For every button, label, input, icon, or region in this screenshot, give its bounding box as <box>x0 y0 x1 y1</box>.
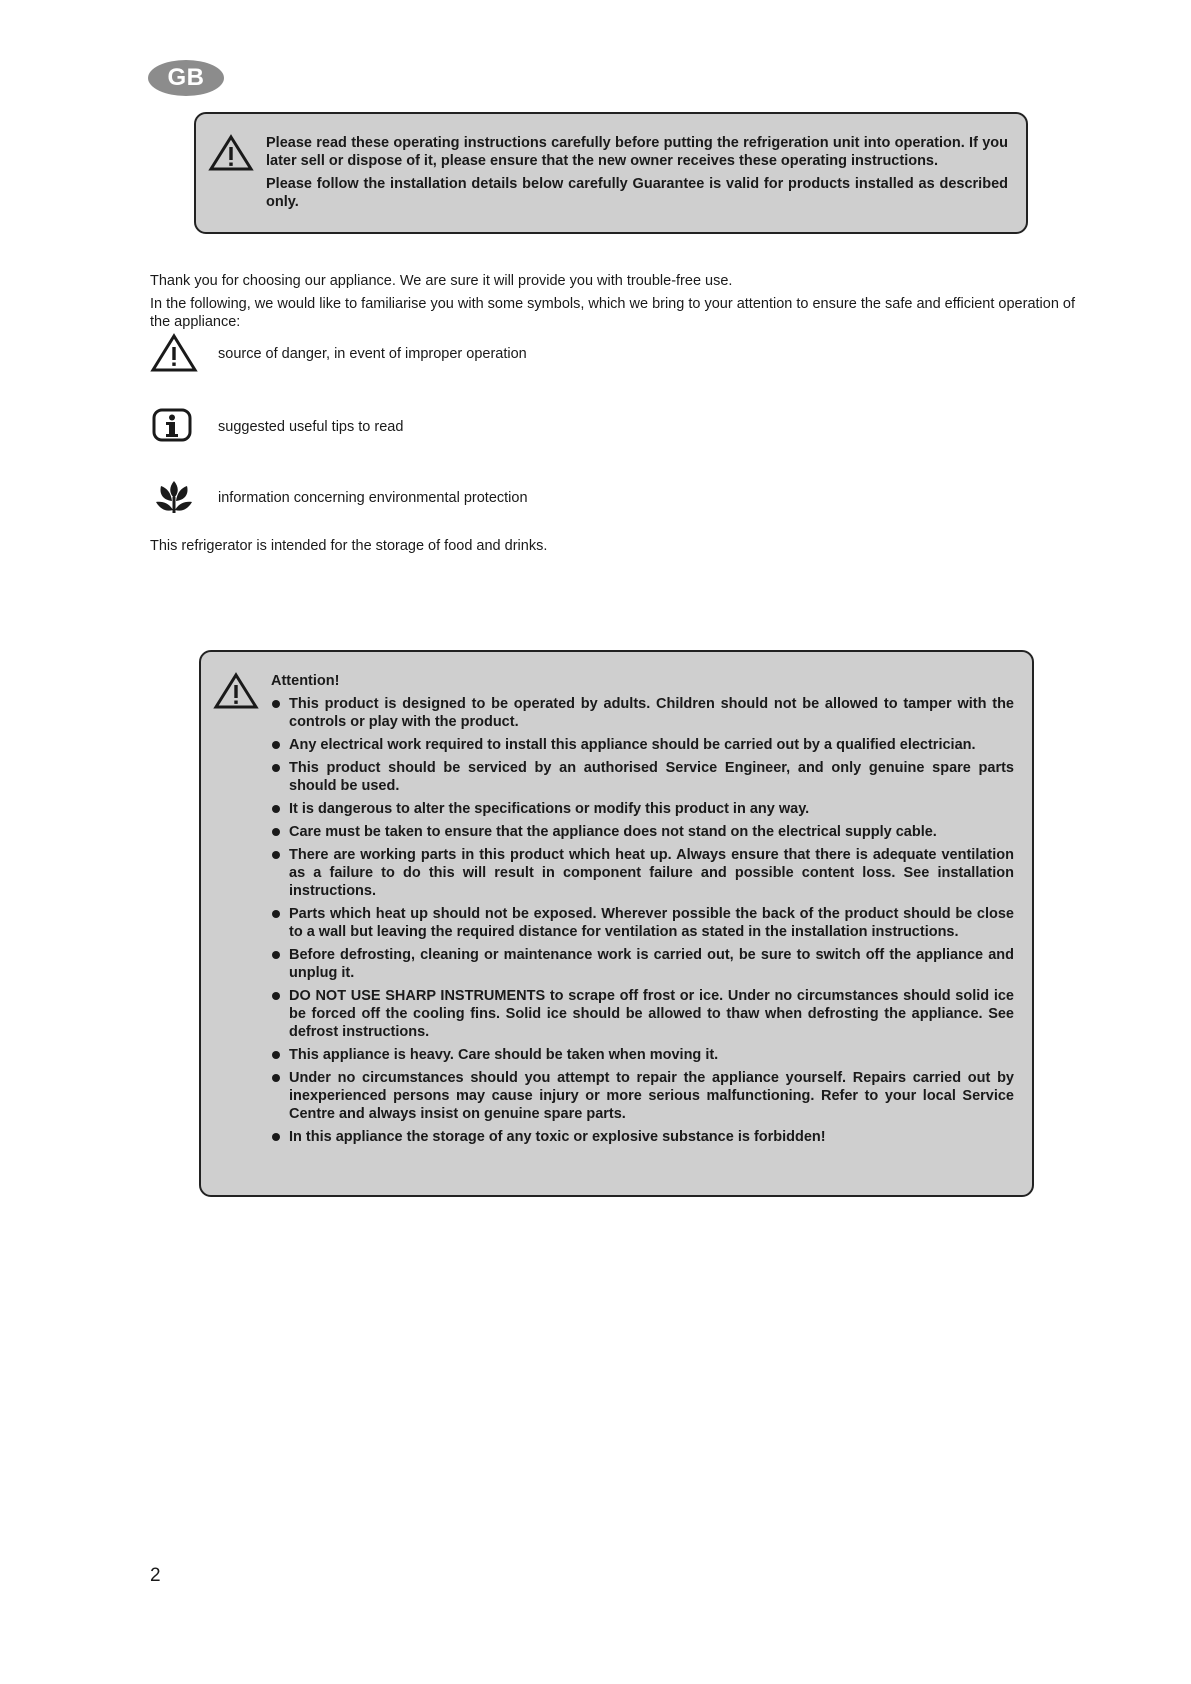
list-item-text: Under no circumstances should you attempt to repair the appliance yourself. Repairs carried out by inexperienced persons may cause injury or more serious malfunctioning. Refer to your local Service Centre and always insist on genuine spare parts. <box>289 1070 1014 1122</box>
list-item <box>271 736 1014 754</box>
attention-notice <box>199 650 1034 1197</box>
bullet-icon <box>272 851 280 859</box>
bullet-icon <box>272 1133 280 1141</box>
list-item <box>271 823 1014 841</box>
list-item <box>271 946 1014 982</box>
symbol-row-environment <box>150 477 850 521</box>
list-item-text: This product should be serviced by an authorised Service Engineer, and only genuine spare parts should be used. <box>289 760 1014 794</box>
info-icon <box>150 406 198 446</box>
list-item <box>271 1046 1014 1064</box>
symbol-row-danger <box>150 333 850 377</box>
list-item <box>271 905 1014 941</box>
list-item <box>271 695 1014 731</box>
bullet-icon <box>272 1051 280 1059</box>
operating-instructions-notice <box>194 112 1028 234</box>
list-item <box>271 1069 1014 1123</box>
list-item-text: In this appliance the storage of any toxic or explosive substance is forbidden! <box>289 1129 826 1145</box>
bullet-icon <box>272 1074 280 1082</box>
list-item <box>271 846 1014 900</box>
symbols-intro-text: In the following, we would like to familiarise you with some symbols, which we bring to your attention to ensure the safe and efficient operation of the appliance: <box>150 296 1076 330</box>
warning-triangle-icon <box>150 333 198 373</box>
list-item-text: There are working parts in this product which heat up. Always ensure that there is adequate ventilation as a failure to do this will result in component failure and possible content loss. See installation instructions. <box>289 847 1014 899</box>
notice-paragraph-install: Please follow the installation details below carefully Guarantee is valid for products installed as described only. <box>266 176 1008 210</box>
bullet-icon <box>272 700 280 708</box>
language-badge: GB <box>148 60 224 96</box>
attention-title: Attention! <box>271 673 340 689</box>
list-item-text: Any electrical work required to install this appliance should be carried out by a qualified electrician. <box>289 737 976 753</box>
notice-text <box>266 134 1008 216</box>
list-item-text: This appliance is heavy. Care should be taken when moving it. <box>289 1047 719 1063</box>
intended-use-text: This refrigerator is intended for the storage of food and drinks. <box>150 538 548 554</box>
bullet-icon <box>272 992 280 1000</box>
list-item <box>271 800 1014 818</box>
list-item-text: DO NOT USE SHARP INSTRUMENTS to scrape off frost or ice. Under no circumstances should solid ice be forced off the cooling fins. Solid ice should be allowed to thaw when defrosting the appliance. See defrost instructions. <box>289 988 1014 1040</box>
warning-triangle-icon <box>208 134 254 172</box>
list-item-text: Before defrosting, cleaning or maintenance work is carried out, be sure to switch off the appliance and unplug it. <box>289 947 1014 981</box>
list-item-text: It is dangerous to alter the specifications or modify this product in any way. <box>289 801 810 817</box>
attention-list <box>271 695 1014 1146</box>
bullet-icon <box>272 805 280 813</box>
bullet-icon <box>272 764 280 772</box>
thank-you-text: Thank you for choosing our appliance. We are sure it will provide you with trouble-free use. <box>150 273 733 289</box>
bullet-icon <box>272 910 280 918</box>
page-number: 2 <box>150 1565 161 1586</box>
list-item <box>271 987 1014 1041</box>
environment-plant-icon <box>150 477 198 517</box>
list-item-text: This product is designed to be operated by adults. Children should not be allowed to tamper with the controls or play with the product. <box>289 696 1014 730</box>
list-item <box>271 1128 1014 1146</box>
list-item-text: Care must be taken to ensure that the appliance does not stand on the electrical supply cable. <box>289 824 937 840</box>
list-item <box>271 759 1014 795</box>
symbol-row-tips <box>150 406 850 450</box>
bullet-icon <box>272 828 280 836</box>
warning-triangle-icon <box>213 672 259 710</box>
list-item-text: Parts which heat up should not be exposed. Wherever possible the back of the product should be close to a wall but leaving the required distance for ventilation as stated in the installation instructions. <box>289 906 1014 940</box>
symbol-label-environment: information concerning environmental protection <box>218 490 528 506</box>
attention-content <box>271 672 1014 1151</box>
bullet-icon <box>272 741 280 749</box>
bullet-icon <box>272 951 280 959</box>
symbol-label-danger: source of danger, in event of improper operation <box>218 346 527 362</box>
symbol-label-tips: suggested useful tips to read <box>218 419 404 435</box>
notice-paragraph-read: Please read these operating instructions carefully before putting the refrigeration unit into operation. If you later sell or dispose of it, please ensure that the new owner receives these operating instructions. <box>266 135 1008 169</box>
